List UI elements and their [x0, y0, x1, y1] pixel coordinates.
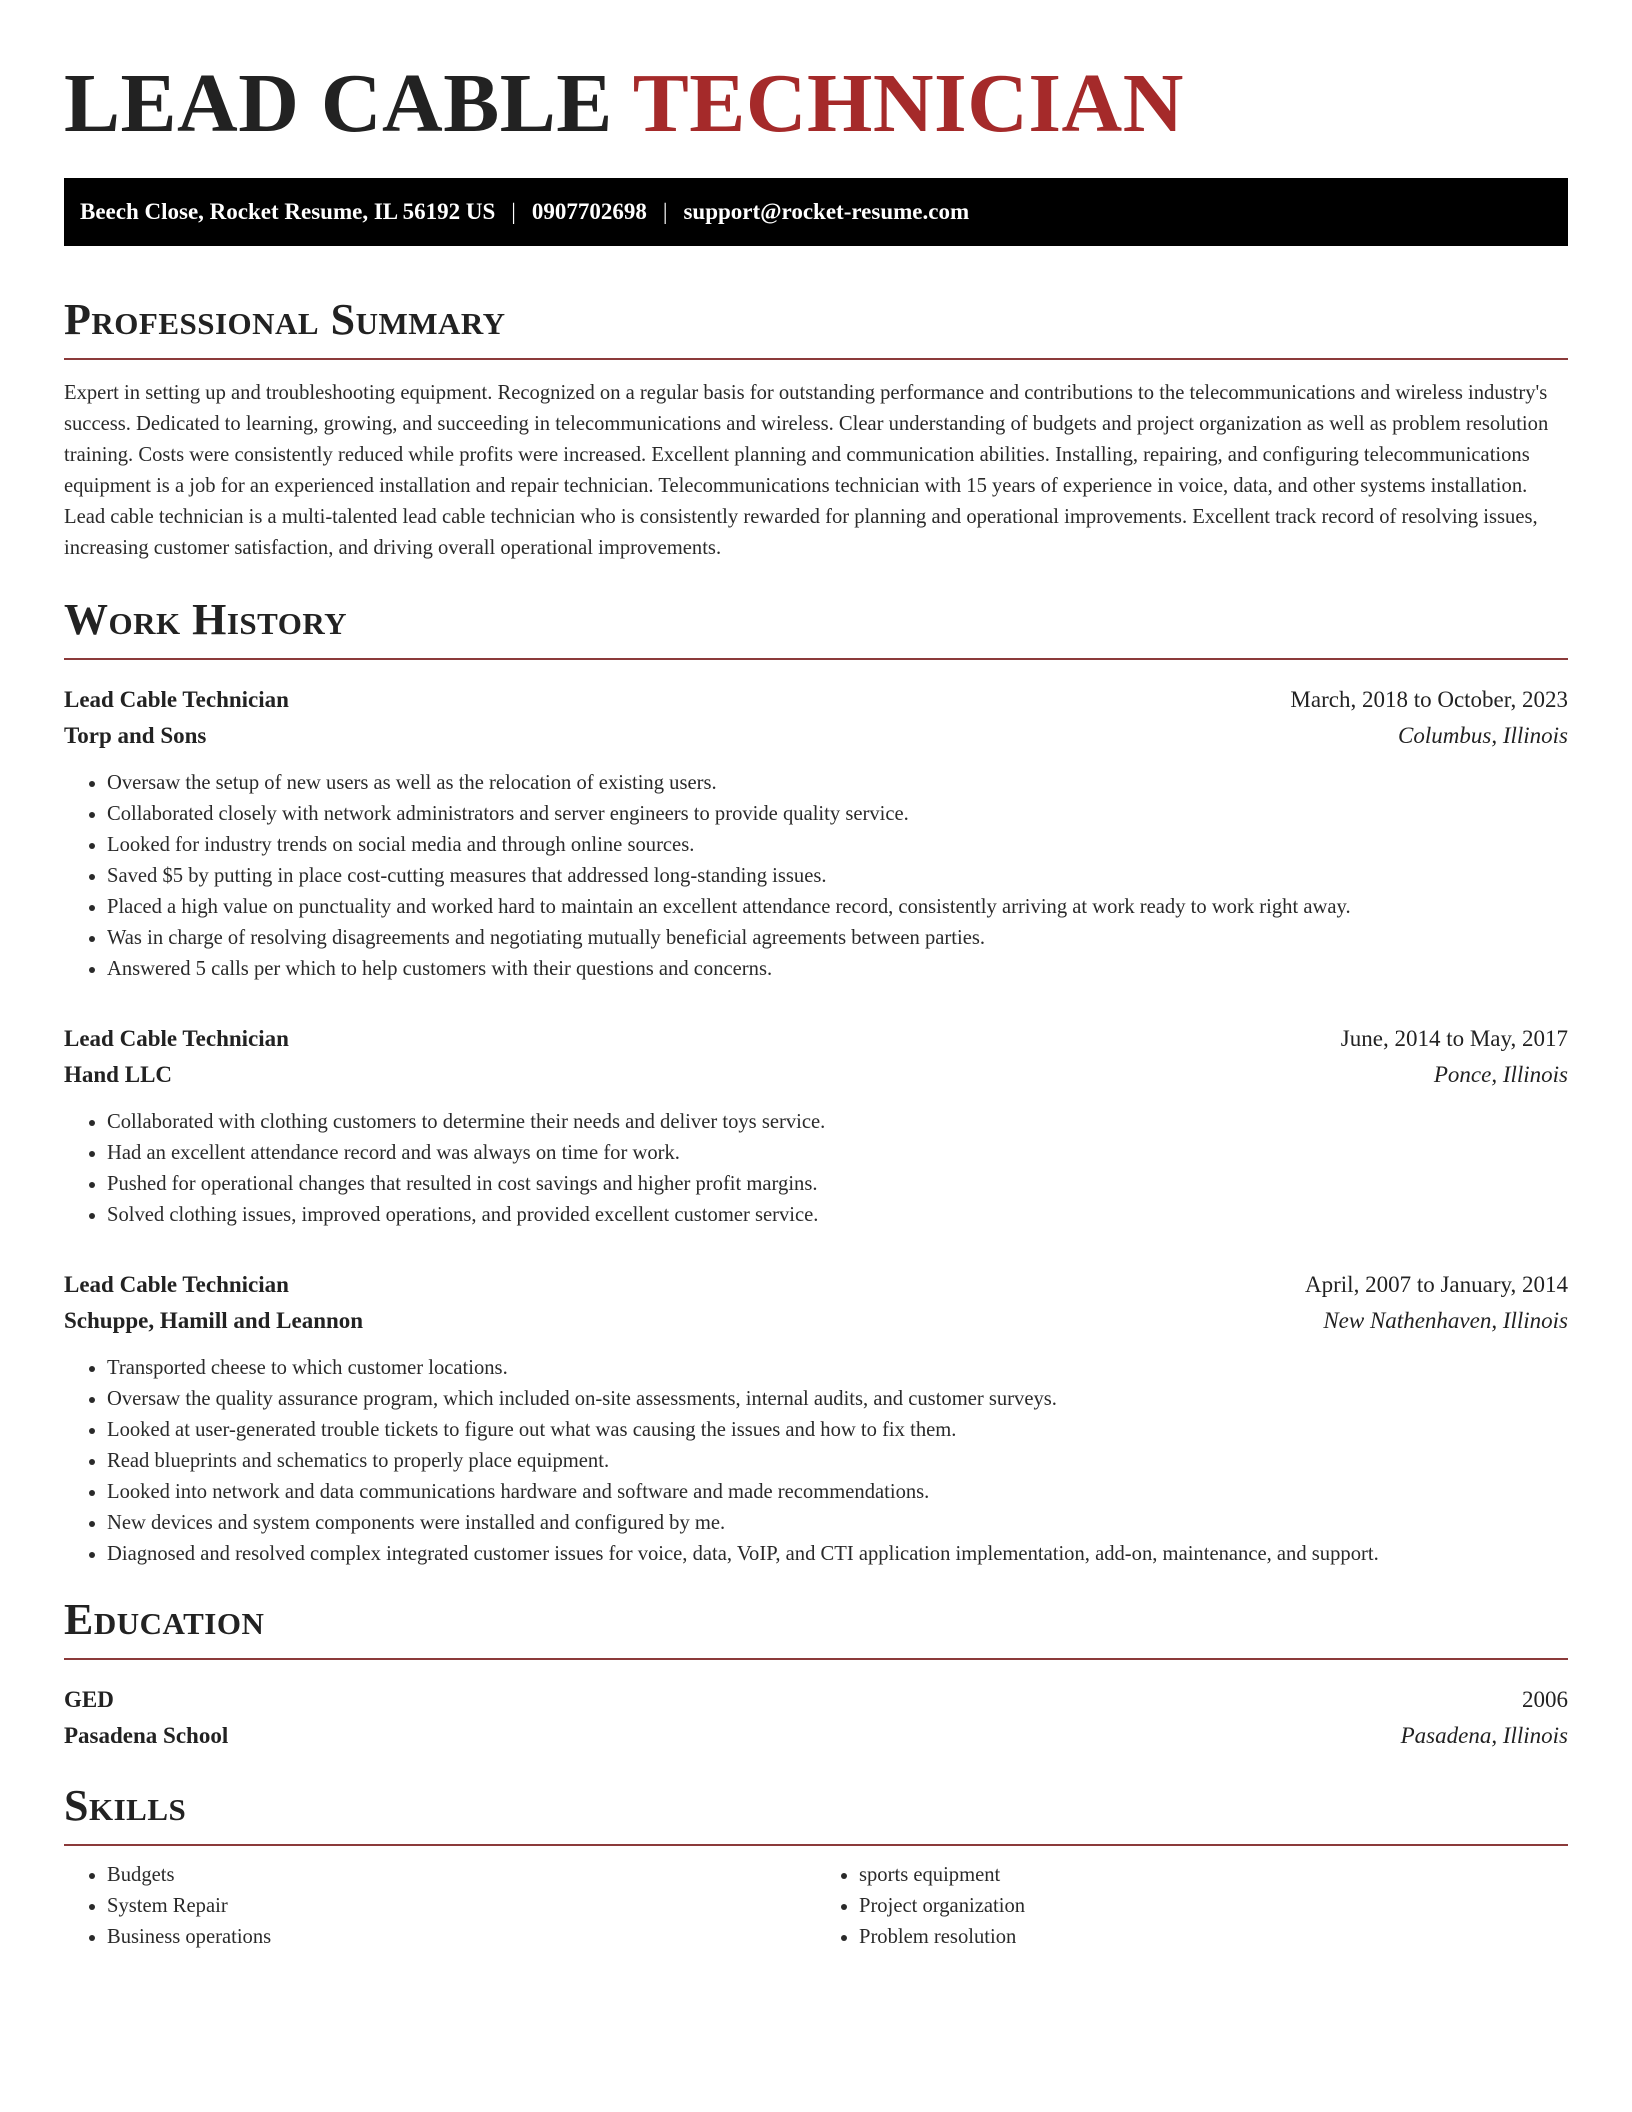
list-item: • Collaborated closely with network administrators and server engineers to provide quality service. — [107, 799, 1568, 830]
summary-heading: Professional Summary — [64, 295, 506, 344]
list-item: • Looked at user-generated trouble tickets to figure out what was causing the issues and how to fix them. — [107, 1415, 1568, 1446]
section-divider — [64, 658, 1568, 660]
skills-column-left — [64, 1860, 816, 1953]
job-bullets — [64, 1107, 1568, 1231]
education-location: Pasadena, Illinois — [1400, 1723, 1568, 1748]
list-item: • Diagnosed and resolved complex integrated customer issues for voice, data, VoIP, and CTI application implementation, add-on, maintenance, and support. — [107, 1539, 1568, 1570]
job-company-row — [64, 718, 1568, 754]
education-degree-row — [64, 1682, 1568, 1718]
list-item: • Was in charge of resolving disagreements and negotiating mutually beneficial agreements between parties. — [107, 923, 1568, 954]
contact-email: support@rocket-resume.com — [683, 199, 970, 224]
education-school-row — [64, 1718, 1568, 1754]
list-item: • Collaborated with clothing customers to determine their needs and deliver toys service. — [107, 1107, 1568, 1138]
skill-item: • Budgets — [107, 1860, 816, 1891]
job-bullets — [64, 1353, 1568, 1570]
list-item: • Transported cheese to which customer locations. — [107, 1353, 1568, 1384]
skill-item: • sports equipment — [859, 1860, 1568, 1891]
list-item: • New devices and system components were installed and configured by me. — [107, 1508, 1568, 1539]
job-title-row — [64, 1021, 1568, 1057]
job-location: Columbus, Illinois — [1398, 723, 1568, 748]
contact-address: Beech Close, Rocket Resume, IL 56192 US — [80, 199, 496, 224]
list-item: • Had an excellent attendance record and was always on time for work. — [107, 1138, 1568, 1169]
education-school: Pasadena School — [64, 1723, 229, 1748]
skills-grid — [64, 1860, 1568, 1953]
job-title: Lead Cable Technician — [64, 1272, 289, 1297]
education-year: 2006 — [1522, 1687, 1568, 1712]
job-company: Torp and Sons — [64, 723, 207, 748]
job-company: Schuppe, Hamill and Leannon — [64, 1308, 364, 1333]
job-title: Lead Cable Technician — [64, 1026, 289, 1051]
work-history-heading: Work History — [64, 595, 348, 644]
job-entry — [64, 1267, 1568, 1570]
contact-phone: 0907702698 — [531, 199, 647, 224]
section-divider — [64, 358, 1568, 360]
list-item: • Looked into network and data communications hardware and software and made recommendations. — [107, 1477, 1568, 1508]
job-dates: April, 2007 to January, 2014 — [1305, 1272, 1568, 1297]
skill-item: • Project organization — [859, 1891, 1568, 1922]
title-part-2: TECHNICIAN — [632, 57, 1184, 150]
education-entry — [64, 1682, 1568, 1754]
skills-column-right — [816, 1860, 1568, 1953]
list-item: • Pushed for operational changes that resulted in cost savings and higher profit margins. — [107, 1169, 1568, 1200]
list-item: • Answered 5 calls per which to help customers with their questions and concerns. — [107, 954, 1568, 985]
job-entry — [64, 682, 1568, 985]
skill-item: • System Repair — [107, 1891, 816, 1922]
list-item: • Solved clothing issues, improved operations, and provided excellent customer service. — [107, 1200, 1568, 1231]
job-title-row — [64, 1267, 1568, 1303]
list-item: • Oversaw the quality assurance program, which included on-site assessments, internal audits, and customer surveys. — [107, 1384, 1568, 1415]
section-divider — [64, 1658, 1568, 1660]
job-entry — [64, 1021, 1568, 1231]
contact-bar — [64, 178, 1568, 246]
job-company: Hand LLC — [64, 1062, 173, 1087]
job-location: New Nathenhaven, Illinois — [1323, 1308, 1568, 1333]
list-item: • Saved $5 by putting in place cost-cutting measures that addressed long-standing issues. — [107, 861, 1568, 892]
job-company-row — [64, 1303, 1568, 1339]
job-title-row — [64, 682, 1568, 718]
skill-item: • Problem resolution — [859, 1922, 1568, 1953]
summary-text: Expert in setting up and troubleshooting equipment. Recognized on a regular basis for outstanding performance and contributions to the telecommunications and wireless industry's success. Dedicated to learning, growing, and succeeding in telecommunications and wireless. Clear understanding of budgets and project organization as well as problem resolution training. Costs were consistently reduced while profits were increased. Excellent planning and communication abilities. Installing, repairing, and configuring telecommunications equipment is a job for an experienced installation and repair technician. Telecommunications technician with 15 years of experience in voice, data, and other systems installation. Lead cable technician is a multi-talented lead cable technician who is consistently rewarded for planning and operational improvements. Excellent track record of resolving issues, increasing customer satisfaction, and driving overall operational improvements. — [64, 382, 1549, 559]
skills-heading: Skills — [64, 1781, 187, 1830]
section-divider — [64, 1844, 1568, 1846]
list-item: • Looked for industry trends on social media and through online sources. — [107, 830, 1568, 861]
job-dates: June, 2014 to May, 2017 — [1340, 1026, 1568, 1051]
resume-title — [64, 56, 1568, 152]
job-title: Lead Cable Technician — [64, 687, 289, 712]
education-degree: GED — [64, 1687, 114, 1712]
list-item: • Oversaw the setup of new users as well as the relocation of existing users. — [107, 768, 1568, 799]
job-bullets — [64, 768, 1568, 985]
contact-separator: | — [511, 199, 516, 224]
education-heading: Education — [64, 1595, 265, 1644]
job-location: Ponce, Illinois — [1433, 1062, 1568, 1087]
job-company-row — [64, 1057, 1568, 1093]
title-part-1: LEAD CABLE — [64, 57, 613, 150]
job-dates: March, 2018 to October, 2023 — [1290, 687, 1568, 712]
contact-separator: | — [662, 199, 668, 224]
list-item: • Placed a high value on punctuality and worked hard to maintain an excellent attendance record, consistently arriving at work ready to work right away. — [107, 892, 1568, 923]
skill-item: • Business operations — [107, 1922, 816, 1953]
list-item: • Read blueprints and schematics to properly place equipment. — [107, 1446, 1568, 1477]
